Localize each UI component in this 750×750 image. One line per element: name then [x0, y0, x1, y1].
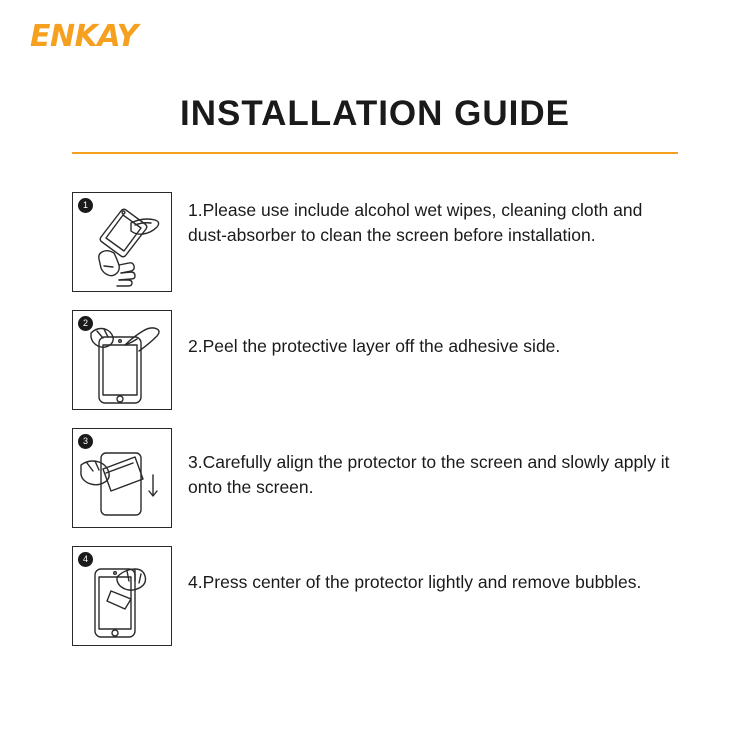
- step-number-badge: 2: [78, 316, 93, 331]
- step-number-badge: 4: [78, 552, 93, 567]
- step-illustration-4: [72, 546, 172, 646]
- steps-list: [72, 192, 678, 664]
- list-item: [72, 546, 678, 646]
- title-block: [72, 95, 678, 154]
- step-illustration-2: [72, 310, 172, 410]
- step-illustration-3: [72, 428, 172, 528]
- step-text: 3.Carefully align the protector to the screen and slowly apply it onto the screen.: [188, 452, 670, 498]
- page-title: INSTALLATION GUIDE: [179, 94, 570, 133]
- step-text: 1.Please use include alcohol wet wipes, cleaning cloth and dust-absorber to clean the screen before installation.: [188, 200, 643, 246]
- step-text: 2.Peel the protective layer off the adhesive side.: [188, 336, 561, 356]
- list-item: [72, 192, 678, 292]
- list-item: [72, 310, 678, 410]
- step-text: 4.Press center of the protector lightly and remove bubbles.: [188, 572, 642, 592]
- step-number-badge: 1: [78, 198, 93, 213]
- step-number-badge: 3: [78, 434, 93, 449]
- list-item: [72, 428, 678, 528]
- step-illustration-1: [72, 192, 172, 292]
- title-divider: [72, 152, 678, 154]
- brand-logo: ENKAY: [30, 19, 138, 54]
